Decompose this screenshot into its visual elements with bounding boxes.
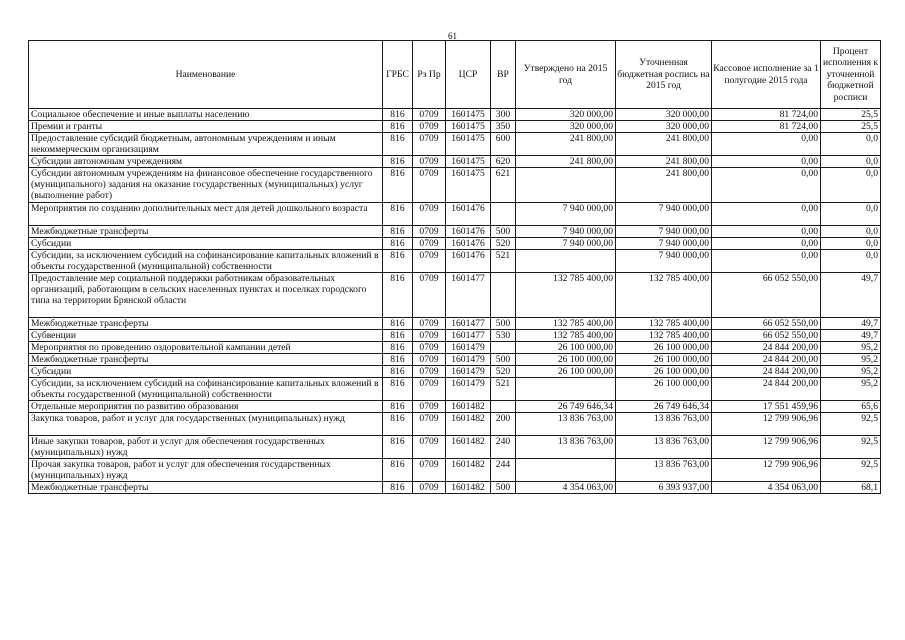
cell-cash: 0,00 (712, 156, 821, 168)
table-row (29, 366, 881, 378)
cell-csr: 1601476 (446, 226, 491, 238)
cell-vr: 530 (491, 330, 516, 342)
table-row (29, 342, 881, 354)
cell-cash: 81 724,00 (712, 121, 821, 133)
header-vr: ВР (491, 41, 516, 109)
cell-rzpr: 0709 (413, 226, 446, 238)
cell-refined: 26 100 000,00 (616, 342, 712, 354)
cell-percent: 0,0 (821, 250, 881, 273)
cell-grbs: 816 (383, 109, 413, 121)
cell-csr: 1601475 (446, 121, 491, 133)
cell-vr: 300 (491, 109, 516, 121)
cell-percent: 0,0 (821, 133, 881, 156)
cell-vr: 200 (491, 413, 516, 436)
header-rzpr: Рз Пр (413, 41, 446, 109)
cell-grbs: 816 (383, 482, 413, 494)
cell-approved: 13 836 763,00 (516, 436, 616, 459)
cell-cash: 66 052 550,00 (712, 273, 821, 318)
cell-approved: 26 749 646,34 (516, 401, 616, 413)
cell-percent: 0,0 (821, 168, 881, 203)
cell-cash: 66 052 550,00 (712, 330, 821, 342)
cell-percent: 68,1 (821, 482, 881, 494)
cell-grbs: 816 (383, 459, 413, 482)
cell-vr: 520 (491, 238, 516, 250)
cell-refined: 13 836 763,00 (616, 436, 712, 459)
cell-grbs: 816 (383, 238, 413, 250)
cell-cash: 0,00 (712, 226, 821, 238)
cell-approved (516, 250, 616, 273)
header-approved: Утверждено на 2015 год (516, 41, 616, 109)
cell-name: Субсидии (29, 366, 383, 378)
cell-cash: 12 799 906,96 (712, 436, 821, 459)
table-row (29, 250, 881, 273)
table-row (29, 330, 881, 342)
cell-refined: 241 800,00 (616, 133, 712, 156)
cell-approved: 7 940 000,00 (516, 203, 616, 226)
cell-grbs: 816 (383, 156, 413, 168)
cell-name: Прочая закупка товаров, работ и услуг для обеспечения государственных (муниципальных) нужд (29, 459, 383, 482)
cell-vr: 600 (491, 133, 516, 156)
cell-approved: 26 100 000,00 (516, 354, 616, 366)
cell-csr: 1601477 (446, 330, 491, 342)
cell-cash: 0,00 (712, 133, 821, 156)
cell-rzpr: 0709 (413, 482, 446, 494)
cell-refined: 241 800,00 (616, 156, 712, 168)
cell-name: Межбюджетные трансферты (29, 226, 383, 238)
cell-cash: 12 799 906,96 (712, 459, 821, 482)
cell-cash: 4 354 063,00 (712, 482, 821, 494)
cell-percent: 25,5 (821, 109, 881, 121)
cell-name: Мероприятия по созданию дополнительных мест для детей дошкольного возраста (29, 203, 383, 226)
cell-vr: 244 (491, 459, 516, 482)
header-csr: ЦСР (446, 41, 491, 109)
cell-vr (491, 342, 516, 354)
cell-cash: 24 844 200,00 (712, 342, 821, 354)
cell-percent: 49,7 (821, 330, 881, 342)
cell-cash: 66 052 550,00 (712, 318, 821, 330)
table-row (29, 273, 881, 318)
cell-refined: 13 836 763,00 (616, 413, 712, 436)
cell-grbs: 816 (383, 121, 413, 133)
cell-rzpr: 0709 (413, 436, 446, 459)
table-row (29, 459, 881, 482)
cell-percent: 0,0 (821, 238, 881, 250)
cell-approved: 320 000,00 (516, 121, 616, 133)
cell-rzpr: 0709 (413, 238, 446, 250)
cell-approved (516, 378, 616, 401)
cell-vr: 621 (491, 168, 516, 203)
cell-cash: 24 844 200,00 (712, 366, 821, 378)
cell-cash: 0,00 (712, 203, 821, 226)
cell-percent: 49,7 (821, 318, 881, 330)
cell-vr: 521 (491, 250, 516, 273)
table-row (29, 168, 881, 203)
cell-name: Закупка товаров, работ и услуг для государственных (муниципальных) нужд (29, 413, 383, 436)
cell-percent: 92,5 (821, 459, 881, 482)
header-name: Наименование (29, 41, 383, 109)
cell-rzpr: 0709 (413, 109, 446, 121)
cell-approved: 241 800,00 (516, 133, 616, 156)
cell-approved: 132 785 400,00 (516, 273, 616, 318)
cell-csr: 1601476 (446, 250, 491, 273)
table-row (29, 238, 881, 250)
cell-rzpr: 0709 (413, 354, 446, 366)
cell-refined: 7 940 000,00 (616, 250, 712, 273)
cell-approved: 4 354 063,00 (516, 482, 616, 494)
cell-cash: 24 844 200,00 (712, 354, 821, 366)
cell-approved (516, 459, 616, 482)
cell-rzpr: 0709 (413, 413, 446, 436)
cell-cash: 0,00 (712, 238, 821, 250)
cell-csr: 1601482 (446, 482, 491, 494)
cell-name: Субсидии, за исключением субсидий на софинансирование капитальных вложений в объекты государственной (муниципальной) собственности (29, 250, 383, 273)
header-refined: Уточненная бюджетная роспись на 2015 год (616, 41, 712, 109)
header-grbs: ГРБС (383, 41, 413, 109)
cell-csr: 1601479 (446, 354, 491, 366)
cell-grbs: 816 (383, 401, 413, 413)
cell-refined: 320 000,00 (616, 121, 712, 133)
cell-grbs: 816 (383, 413, 413, 436)
cell-rzpr: 0709 (413, 203, 446, 226)
cell-cash: 0,00 (712, 168, 821, 203)
header-cash: Кассовое исполнение за 1 полугодие 2015 года (712, 41, 821, 109)
table-row (29, 401, 881, 413)
cell-grbs: 816 (383, 250, 413, 273)
cell-csr: 1601479 (446, 366, 491, 378)
cell-csr: 1601477 (446, 318, 491, 330)
cell-name: Предоставление субсидий бюджетным, автономным учреждениям и иным некоммерческим организациям (29, 133, 383, 156)
cell-refined: 241 800,00 (616, 168, 712, 203)
cell-rzpr: 0709 (413, 378, 446, 401)
cell-refined: 7 940 000,00 (616, 226, 712, 238)
table-row (29, 413, 881, 436)
page-number: 61 (448, 31, 457, 41)
cell-name: Субсидии автономным учреждениям на финансовое обеспечение государственного (муниципального) задания на оказание государственных (муниципальных) услуг (выполнение работ) (29, 168, 383, 203)
cell-rzpr: 0709 (413, 168, 446, 203)
cell-grbs: 816 (383, 330, 413, 342)
cell-name: Социальное обеспечение и иные выплаты населению (29, 109, 383, 121)
cell-vr: 500 (491, 354, 516, 366)
cell-percent: 95,2 (821, 366, 881, 378)
cell-percent: 95,2 (821, 378, 881, 401)
cell-vr (491, 203, 516, 226)
cell-percent: 95,2 (821, 354, 881, 366)
cell-percent: 95,2 (821, 342, 881, 354)
budget-table (28, 40, 881, 494)
table-row (29, 133, 881, 156)
cell-refined: 320 000,00 (616, 109, 712, 121)
cell-approved: 132 785 400,00 (516, 330, 616, 342)
cell-refined: 132 785 400,00 (616, 318, 712, 330)
cell-refined: 26 100 000,00 (616, 354, 712, 366)
table-row (29, 121, 881, 133)
cell-vr: 500 (491, 318, 516, 330)
cell-name: Межбюджетные трансферты (29, 482, 383, 494)
cell-vr: 240 (491, 436, 516, 459)
cell-rzpr: 0709 (413, 459, 446, 482)
cell-grbs: 816 (383, 168, 413, 203)
cell-name: Субсидии (29, 238, 383, 250)
cell-approved: 7 940 000,00 (516, 238, 616, 250)
table-row (29, 109, 881, 121)
cell-cash: 17 551 459,96 (712, 401, 821, 413)
cell-percent: 25,5 (821, 121, 881, 133)
table-row (29, 156, 881, 168)
cell-grbs: 816 (383, 133, 413, 156)
cell-rzpr: 0709 (413, 273, 446, 318)
cell-csr: 1601482 (446, 459, 491, 482)
cell-csr: 1601482 (446, 401, 491, 413)
cell-vr: 500 (491, 226, 516, 238)
cell-rzpr: 0709 (413, 133, 446, 156)
cell-grbs: 816 (383, 354, 413, 366)
cell-name: Субсидии автономным учреждениям (29, 156, 383, 168)
cell-name: Предоставление мер социальной поддержки работникам образовательных организаций, работающим в сельских населенных пунктах и поселках городского типа на территории Брянской области (29, 273, 383, 318)
table-row (29, 226, 881, 238)
cell-name: Субсидии, за исключением субсидий на софинансирование капитальных вложений в объекты государственной (муниципальной) собственности (29, 378, 383, 401)
cell-vr: 350 (491, 121, 516, 133)
cell-vr: 500 (491, 482, 516, 494)
table-row (29, 482, 881, 494)
cell-rzpr: 0709 (413, 401, 446, 413)
cell-name: Межбюджетные трансферты (29, 354, 383, 366)
cell-vr: 520 (491, 366, 516, 378)
cell-refined: 132 785 400,00 (616, 330, 712, 342)
cell-percent: 49,7 (821, 273, 881, 318)
cell-grbs: 816 (383, 378, 413, 401)
table-row (29, 318, 881, 330)
cell-grbs: 816 (383, 342, 413, 354)
cell-name: Премии и гранты (29, 121, 383, 133)
table-body (29, 109, 881, 494)
cell-csr: 1601475 (446, 109, 491, 121)
cell-cash: 24 844 200,00 (712, 378, 821, 401)
cell-name: Субвенции (29, 330, 383, 342)
cell-name: Мероприятия по проведению оздоровительной кампании детей (29, 342, 383, 354)
cell-approved: 320 000,00 (516, 109, 616, 121)
cell-cash: 0,00 (712, 250, 821, 273)
cell-refined: 26 749 646,34 (616, 401, 712, 413)
cell-refined: 13 836 763,00 (616, 459, 712, 482)
cell-refined: 7 940 000,00 (616, 238, 712, 250)
table-row (29, 436, 881, 459)
cell-rzpr: 0709 (413, 250, 446, 273)
cell-csr: 1601475 (446, 133, 491, 156)
cell-rzpr: 0709 (413, 330, 446, 342)
cell-csr: 1601482 (446, 436, 491, 459)
cell-rzpr: 0709 (413, 121, 446, 133)
table-row (29, 378, 881, 401)
cell-csr: 1601476 (446, 203, 491, 226)
cell-refined: 7 940 000,00 (616, 203, 712, 226)
cell-vr (491, 401, 516, 413)
cell-approved: 13 836 763,00 (516, 413, 616, 436)
cell-cash: 12 799 906,96 (712, 413, 821, 436)
cell-approved: 26 100 000,00 (516, 342, 616, 354)
cell-csr: 1601479 (446, 378, 491, 401)
header-percent: Процент исполнения к уточненной бюджетной росписи (821, 41, 881, 109)
cell-rzpr: 0709 (413, 318, 446, 330)
cell-cash: 81 724,00 (712, 109, 821, 121)
cell-grbs: 816 (383, 226, 413, 238)
cell-csr: 1601482 (446, 413, 491, 436)
cell-approved: 241 800,00 (516, 156, 616, 168)
cell-percent: 92,5 (821, 436, 881, 459)
cell-vr (491, 273, 516, 318)
cell-grbs: 816 (383, 366, 413, 378)
table-row (29, 203, 881, 226)
cell-approved (516, 168, 616, 203)
cell-name: Отдельные мероприятия по развитию образования (29, 401, 383, 413)
cell-csr: 1601475 (446, 168, 491, 203)
cell-percent: 0,0 (821, 226, 881, 238)
cell-grbs: 816 (383, 318, 413, 330)
cell-csr: 1601475 (446, 156, 491, 168)
table-row (29, 354, 881, 366)
cell-csr: 1601476 (446, 238, 491, 250)
cell-percent: 65,6 (821, 401, 881, 413)
cell-refined: 26 100 000,00 (616, 378, 712, 401)
cell-grbs: 816 (383, 203, 413, 226)
cell-vr: 521 (491, 378, 516, 401)
cell-rzpr: 0709 (413, 156, 446, 168)
cell-refined: 6 393 937,00 (616, 482, 712, 494)
cell-rzpr: 0709 (413, 342, 446, 354)
cell-approved: 7 940 000,00 (516, 226, 616, 238)
cell-percent: 0,0 (821, 203, 881, 226)
cell-percent: 0,0 (821, 156, 881, 168)
cell-grbs: 816 (383, 436, 413, 459)
cell-name: Иные закупки товаров, работ и услуг для обеспечения государственных (муниципальных) нужд (29, 436, 383, 459)
cell-approved: 26 100 000,00 (516, 366, 616, 378)
cell-approved: 132 785 400,00 (516, 318, 616, 330)
cell-rzpr: 0709 (413, 366, 446, 378)
cell-percent: 92,5 (821, 413, 881, 436)
cell-csr: 1601479 (446, 342, 491, 354)
cell-refined: 132 785 400,00 (616, 273, 712, 318)
cell-name: Межбюджетные трансферты (29, 318, 383, 330)
cell-vr: 620 (491, 156, 516, 168)
cell-refined: 26 100 000,00 (616, 366, 712, 378)
cell-csr: 1601477 (446, 273, 491, 318)
table-header-row (29, 41, 881, 109)
cell-grbs: 816 (383, 273, 413, 318)
